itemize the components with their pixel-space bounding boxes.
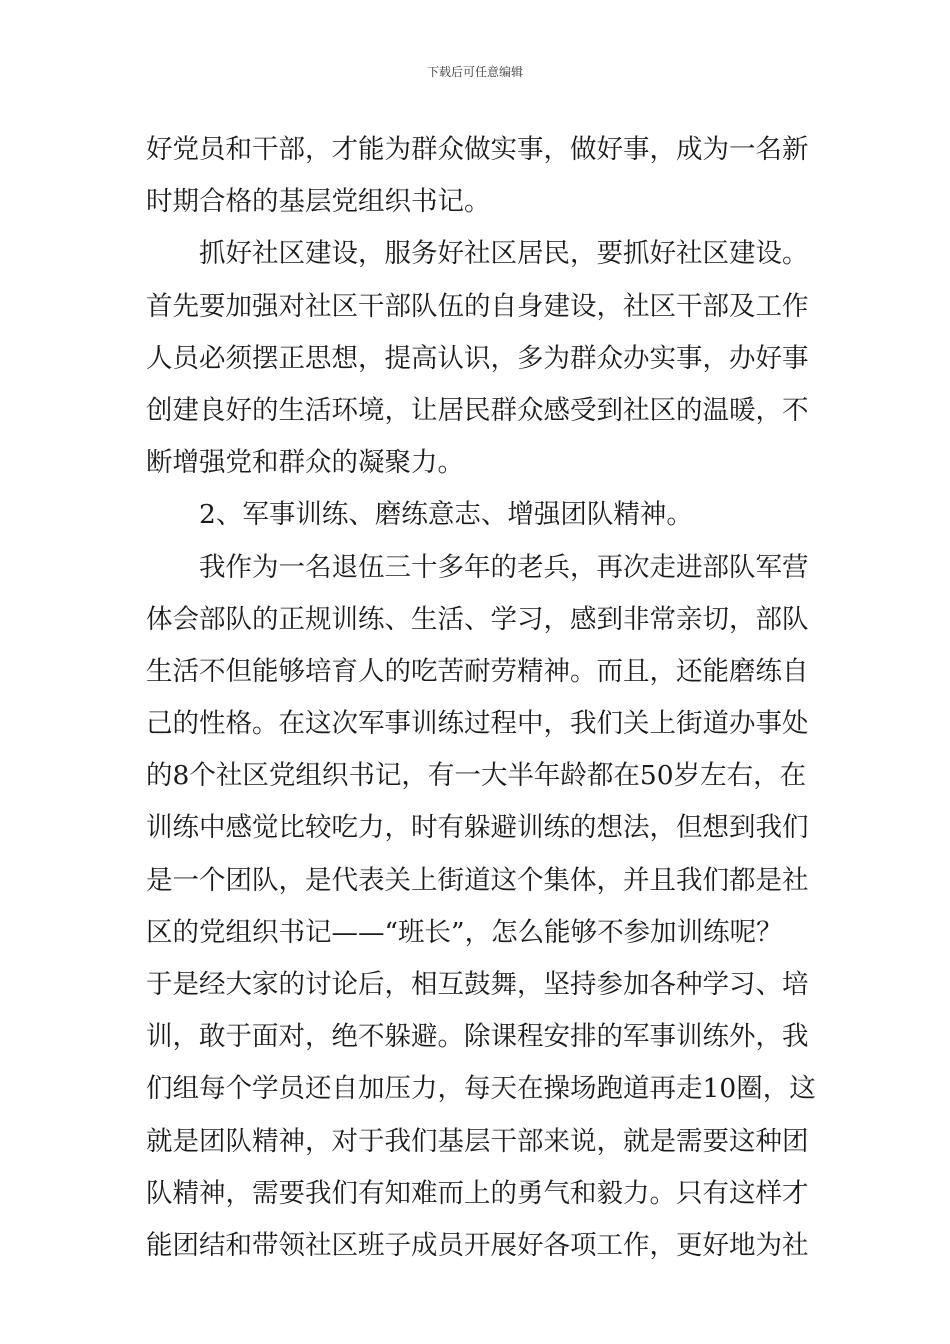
text-line: 训，敢于面对，绝不躲避。除课程安排的军事训练外，我: [146, 1021, 809, 1053]
text-line: 就是团队精神，对于我们基层干部来说，就是需要这种团: [146, 1125, 809, 1157]
text-line: 创建良好的生活环境，让居民群众感受到社区的温暖，不: [146, 394, 809, 426]
text-line: 生活不但能够培育人的吃苦耐劳精神。而且，还能磨练自: [146, 655, 809, 687]
text-line: 人员必须摆正思想，提高认识，多为群众办实事，办好事: [146, 342, 809, 374]
page-header: 下载后可任意编辑: [426, 65, 523, 79]
text-line: 断增强党和群众的凝聚力。: [146, 447, 464, 479]
text-line: 首先要加强对社区干部队伍的自身建设，社区干部及工作: [146, 290, 809, 322]
document-body: [146, 124, 818, 1272]
text-line: 于是经大家的讨论后，相互鼓舞，坚持参加各种学习、培: [146, 969, 809, 1000]
text-line: 队精神，需要我们有知难而上的勇气和毅力。只有这样才: [146, 1177, 809, 1209]
section-heading: 2、军事训练、磨练意志、增强团队精神。: [199, 499, 693, 531]
text-line: 己的性格。在这次军事训练过程中，我们关上街道办事处: [146, 708, 809, 740]
text-line: 们组每个学员还自加压力，每天在操场跑道再走10圈，这: [146, 1073, 816, 1105]
text-line: 区的党组织书记——“班长”，怎么能够不参加训练呢？: [146, 916, 783, 948]
text-line: 时期合格的基层党组织书记。: [146, 186, 491, 218]
text-line: 的8个社区党组织书记，有一大半年龄都在50岁左右，在: [146, 760, 807, 792]
text-line: 是一个团队，是代表关上街道这个集体，并且我们都是社: [146, 864, 809, 896]
text-line: 体会部队的正规训练、生活、学习，感到非常亲切，部队: [146, 603, 809, 635]
text-line: 我作为一名退伍三十多年的老兵，再次走进部队军营: [199, 551, 809, 583]
text-line: 好党员和干部，才能为群众做实事，做好事，成为一名新: [146, 134, 809, 165]
text-line: 抓好社区建设，服务好社区居民，要抓好社区建设。: [199, 238, 809, 270]
text-line: 能团结和带领社区班子成员开展好各项工作，更好地为社: [146, 1229, 809, 1261]
text-line: 训练中感觉比较吃力，时有躲避训练的想法，但想到我们: [146, 812, 809, 844]
